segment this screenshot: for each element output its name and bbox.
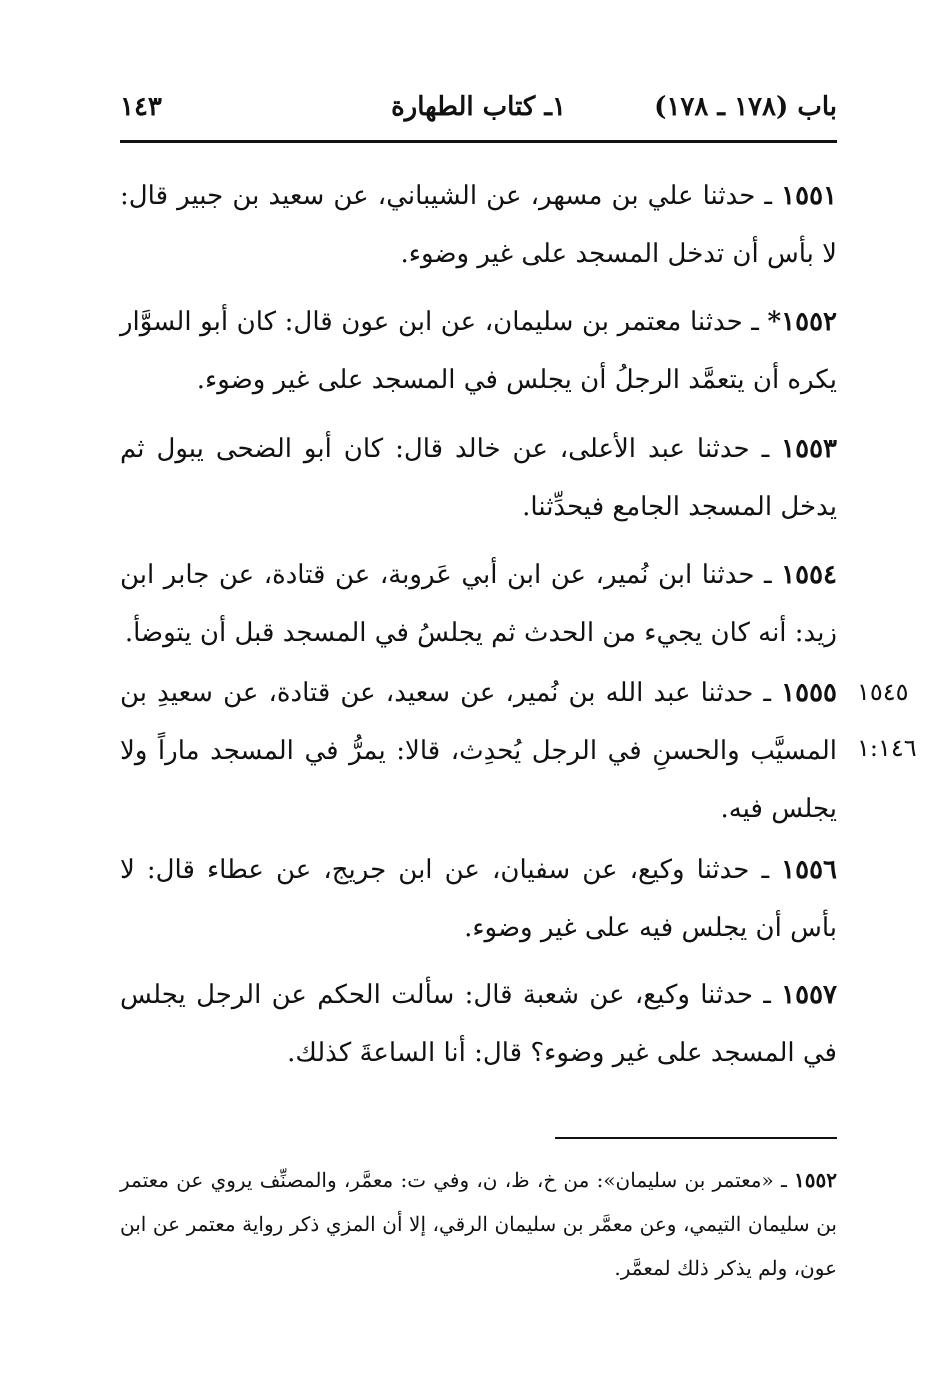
margin-note-volume-page: ١:١٤٦ xyxy=(857,734,917,762)
hadith-1555 xyxy=(120,664,837,838)
page-number: ١٤٣ xyxy=(120,92,162,122)
footnote-1552 xyxy=(120,1158,837,1290)
hadith-1553 xyxy=(120,420,837,536)
hadith-text: ـ حدثنا ابن نُمير، عن ابن أبي عَروبة، عن قتادة، عن جابر ابن زيد: أنه كان يجيء من الحدث ثم يجلسُ في المسجد قبل أن يتوضأ. xyxy=(120,560,837,648)
hadith-number: ١٥٥٦ xyxy=(781,855,837,885)
hadith-1554 xyxy=(120,546,837,662)
hadith-number: ١٥٥٥ xyxy=(781,678,837,708)
hadith-number: ١٥٥٣ xyxy=(781,434,837,464)
hadith-number: ١٥٥١ xyxy=(781,181,837,211)
margin-note-parallel: ١٥٤٥ xyxy=(857,678,909,706)
hadith-1556 xyxy=(120,841,837,957)
hadith-text: ـ حدثنا عبد الأعلى، عن خالد قال: كان أبو الضحى يبول ثم يدخل المسجد الجامع فيحدِّثنا. xyxy=(120,434,837,522)
header-rule xyxy=(120,140,837,143)
footnote-rule xyxy=(555,1137,837,1139)
hadith-1557 xyxy=(120,966,837,1082)
footnote-number: ١٥٥٢ xyxy=(794,1168,837,1192)
hadith-number: ١٥٥٤ xyxy=(781,560,837,590)
hadith-text: ـ حدثنا وكيع، عن شعبة قال: سألت الحكم عن الرجل يجلس في المسجد على غير وضوء؟ قال: أنا الساعةَ كذلك. xyxy=(120,980,837,1068)
hadith-1551 xyxy=(120,167,837,283)
page-header xyxy=(120,92,837,132)
hadith-number: ١٥٥٢* xyxy=(767,307,837,337)
footnote-text: ـ «معتمر بن سليمان»: من خ، ظ، ن، وفي ت: معمَّر، والمصنِّف يروي عن معتمر بن سليمان التيمي، وعن معمَّر بن سليمان الرقي، إلا أن المزي ذكر رواية معتمر عن ابن عون، ولم يذكر ذلك لمعمَّر. xyxy=(120,1168,837,1280)
hadith-text: ـ حدثنا عبد الله بن نُمير، عن سعيد، عن قتادة، عن سعيدِ بن المسيَّب والحسنِ في الرجل يُحدِث، قالا: يمرُّ في المسجد ماراً ولا يجلس فيه. xyxy=(120,678,837,824)
book-title: ١ـ كتاب الطهارة xyxy=(391,92,566,122)
chapter-range: باب (١٧٨ ـ ١٧٨) xyxy=(654,92,837,122)
hadith-text: ـ حدثنا معتمر بن سليمان، عن ابن عون قال: كان أبو السوَّار يكره أن يتعمَّد الرجلُ أن يجلس في المسجد على غير وضوء. xyxy=(120,307,837,395)
hadith-text: ـ حدثنا وكيع، عن سفيان، عن ابن جريج، عن عطاء قال: لا بأس أن يجلس فيه على غير وضوء. xyxy=(120,855,837,943)
hadith-text: ـ حدثنا علي بن مسهر، عن الشيباني، عن سعيد بن جبير قال: لا بأس أن تدخل المسجد على غير وضوء. xyxy=(120,181,837,269)
hadith-number: ١٥٥٧ xyxy=(781,980,837,1010)
hadith-1552 xyxy=(120,293,837,409)
